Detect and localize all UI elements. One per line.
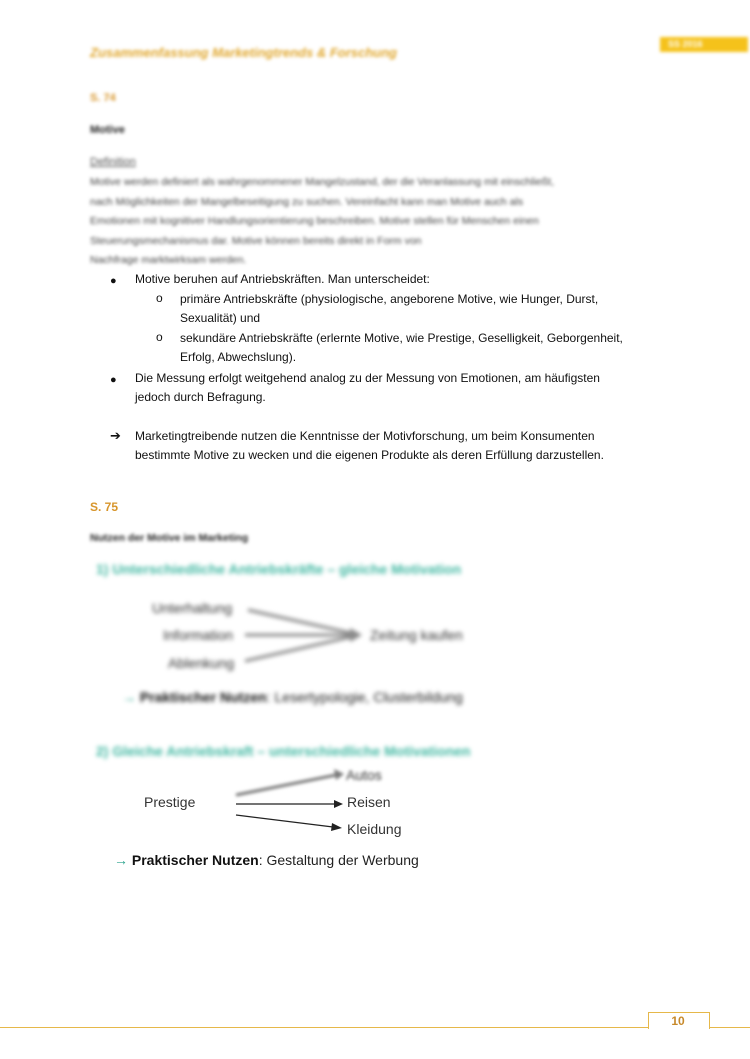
benefit-label: Praktischer Nutzen <box>131 852 259 868</box>
diagram-target: Zeitung kaufen <box>370 627 463 643</box>
benefit-label: Praktischer Nutzen <box>139 689 267 705</box>
sub-list-item: sekundäre Antriebskräfte (erlernte Motive, wie Prestige, Geselligkeit, Geborgenheit, <box>180 331 623 345</box>
bullet-icon: ● <box>110 374 117 386</box>
header-badge: SS 2016 <box>660 37 748 52</box>
part1-title: 1) Unterschiedliche Antriebskräfte – gleiche Motivation <box>96 561 462 577</box>
benefit-text: : Lesertypologie, Clusterbildung <box>266 689 463 705</box>
page-ref-74: S. 74 <box>90 92 116 104</box>
definition-line: nach Möglichkeiten der Mangelbeseitigung zu suchen. Vereinfacht kann man Motive auch als <box>90 195 524 208</box>
definition-label: Definition <box>90 156 136 168</box>
footer-line <box>0 1027 750 1028</box>
conclusion-text: Marketingtreibende nutzen die Kenntnisse der Motivforschung, um beim Konsumenten <box>135 429 595 443</box>
circle-bullet-icon: o <box>156 330 163 344</box>
diagram-source: Prestige <box>144 794 196 810</box>
arrow-right-icon: → <box>114 852 128 868</box>
list-item-cont: jedoch durch Befragung. <box>135 390 266 404</box>
benefit-text: : Gestaltung der Werbung <box>258 852 419 868</box>
diagram-target: Kleidung <box>347 821 402 837</box>
list-item: Motive beruhen auf Antriebskräften. Man unterscheidet: <box>135 272 430 286</box>
sub-list-item: primäre Antriebskräfte (physiologische, angeborene Motive, wie Hunger, Durst, <box>180 292 599 306</box>
section-heading-nutzen: Nutzen der Motive im Marketing <box>90 532 249 544</box>
circle-bullet-icon: o <box>156 291 163 305</box>
diagram-target: Reisen <box>347 794 391 810</box>
sub-list-item-cont: Erfolg, Abwechslung). <box>180 350 297 364</box>
page-number: 10 <box>671 1014 685 1028</box>
diagram-input: Ablenkung <box>168 655 235 671</box>
part2-benefit <box>114 852 419 868</box>
page-ref-75: S. 75 <box>90 500 119 514</box>
diagram-target: Autos <box>346 767 382 783</box>
definition-line: Emotionen mit kognitiver Handlungsorientierung beschreiben. Motive stellen für Menschen einen <box>90 215 539 227</box>
arrow-right-icon: ➔ <box>110 428 121 443</box>
arrow-right-icon: → <box>122 689 136 705</box>
conclusion-text-cont: bestimmte Motive zu wecken und die eigenen Produkte als deren Erfüllung darzustellen. <box>135 448 604 462</box>
diagram-input: Unterhaltung <box>152 600 233 616</box>
sub-list-item-cont: Sexualität) und <box>180 311 261 325</box>
part2-title: 2) Gleiche Antriebskraft – unterschiedliche Motivationen <box>96 743 471 759</box>
section-heading-motive: Motive <box>90 124 125 136</box>
bullet-icon: ● <box>110 275 117 287</box>
definition-line: Steuerungsmechanismus dar. Motive können bereits direkt in Form von <box>90 234 422 247</box>
definition-line: Motive werden definiert als wahrgenommener Mangelzustand, der die Veranlassung mit einschließt, <box>90 176 554 188</box>
header-title: Zusammenfassung Marketingtrends & Forschung <box>90 45 397 60</box>
definition-line: Nachfrage marktwirksam werden. <box>90 254 247 266</box>
diagram-input: Information <box>163 627 234 643</box>
list-item: Die Messung erfolgt weitgehend analog zu der Messung von Emotionen, am häufigsten <box>135 371 600 385</box>
